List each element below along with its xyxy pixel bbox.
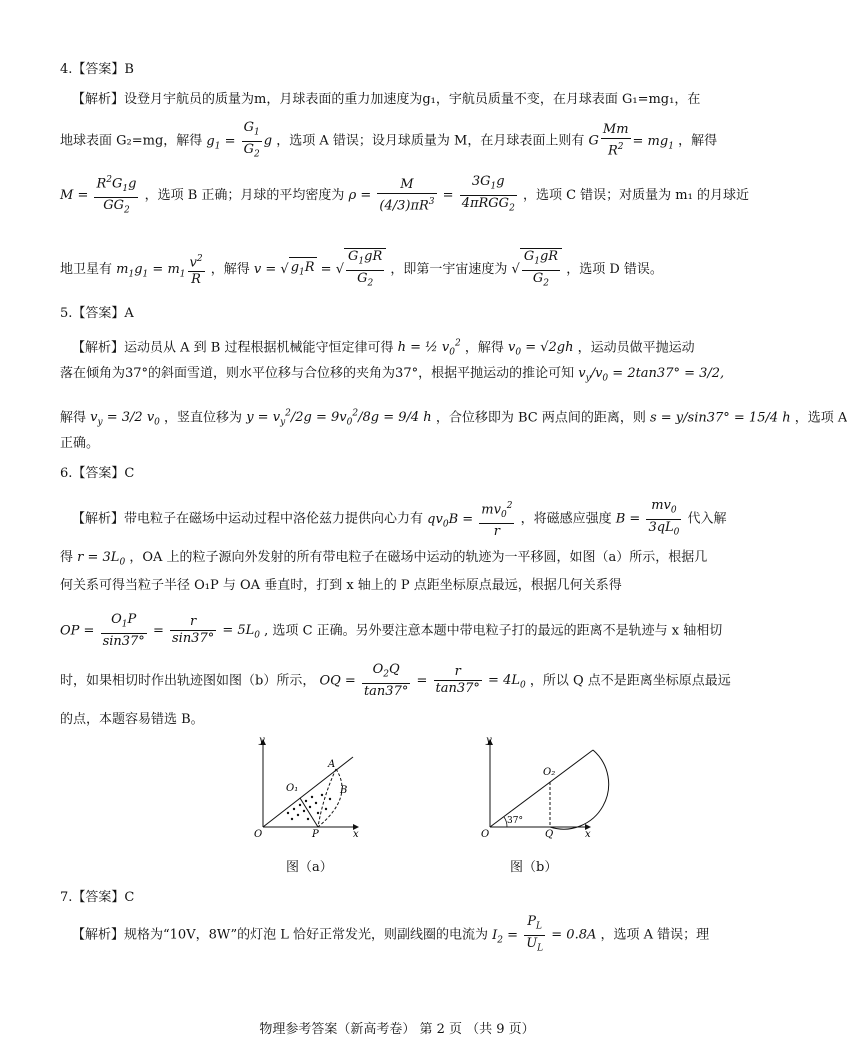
q6-l2b: ，OA 上的粒子源向外发射的所有带电粒子在磁场中运动的轨迹为一平移圆，如图（a）所示，根据几: [129, 550, 708, 565]
page-footer: 物理参考答案（新高考卷） 第 2 页 （共 9 页）: [259, 1022, 535, 1037]
q4-l4b: ，解得: [210, 262, 250, 278]
fig-a-a-label: A: [328, 759, 336, 770]
q7-l1b: ，选项 A 错误；理: [600, 927, 710, 943]
q4-header: 4.【答案】B: [60, 62, 134, 77]
q6-line-3: 何关系可得当粒子半径 O₁P 与 OA 垂直时，打到 x 轴上的 P 点距坐标原点最远，根据几何关系得: [60, 578, 622, 593]
q4-line-2: 地球表面 G₂=mg，解得 $g_1$ = $\frac{G_1}{G_2}$ g ，选项 A 错误；设月球质量为 M，在月球表面上则有 G $\frac{Mm}{R^2}$ = $mg_1$ ，解得: [60, 120, 718, 160]
q6-line-6: 的点，本题容易错选 B。: [60, 712, 204, 727]
fig-a-x-label: x: [353, 829, 359, 840]
q6-l4b: , 选项 C 正确。另外要注意本题中带电粒子打的最远的距离不是轨迹与 x 轴相切: [264, 623, 723, 639]
figure-a-caption: 图（a）: [286, 860, 333, 875]
q4-l4c: ，即第一宇宙速度为: [390, 262, 508, 278]
q5-l3d: ，选项 A: [794, 410, 847, 426]
figure-a: [248, 735, 368, 840]
figure-b-caption: 图（b）: [510, 860, 558, 875]
q6-l2a: 得: [60, 550, 74, 565]
oa-line: [490, 750, 593, 827]
q5-l1c: ，运动员做平抛运动: [577, 340, 695, 356]
fig-a-p-label: P: [312, 829, 319, 840]
q7-line-1: 【解析】规格为“10V，8W”的灯泡 L 恰好正常发光，则副线圈的电流为 $I_2$ = $\frac{P_L}{U_L}$ = 0.8A ，选项 A 错误；理: [72, 914, 710, 954]
q5-line-3: 解得 $v_y = 3/2$ $v_0$ ，竖直位移为 $y = v_y^2/2g = 9v_0^2/8g = 9/4$ h ，合位移即为 BC 两点间的距离，则 s = y/sin37° = 15/4 h ，选项 A: [60, 409, 847, 428]
q6-line-5: 时，如果相切时作出轨迹图如图（b）所示， OQ = $\frac{O_2Q}{\tan 37^\circ}$ = $\frac{r}{\tan 37^\circ}$ = $4L_0$ ，所以 Q 点不是距离坐标原点最远: [60, 662, 731, 699]
q4-line-4: 地卫星有 $m_1g_1 = m_1$ $\frac{v^2}{R}$ ，解得 v = √ $g_1R$ = √ $\frac{G_1gR}{G_2}$ ，即第一宇宙速度为 √ $\frac{G_1gR}{G_2}$ ，选项 D 错误。: [60, 248, 740, 288]
fig-b-y-label: y: [486, 735, 492, 746]
q6-line-4: OP = $\frac{O_1P}{\sin 37^\circ}$ = $\frac{r}{\sin 37^\circ}$ = $5L_0$ , 选项 C 正确。另外要注意本题中带电粒子打的最远的距离不是轨迹与 x 轴相切: [60, 612, 723, 649]
trajectory-arc: [550, 750, 609, 829]
q4-l3b: ，选项 C 错误；对质量为 m₁ 的月球近: [522, 187, 749, 203]
q5-l3a: 解得: [60, 410, 87, 426]
q4-l2a: 地球表面 G₂=mg，解得: [60, 133, 203, 149]
q5-l3b: ，竖直位移为: [164, 410, 243, 426]
q5-line-2: 落在倾角为37°的斜面雪道，则水平位移与合位移的夹角为37°，根据平抛运动的推论可知 $v_y/v_0 = 2\tan 37^\circ = 3/2$,: [60, 366, 725, 384]
q4-l4a: 地卫星有: [60, 262, 113, 278]
fig-a-o-label: O: [254, 829, 263, 840]
fig-b-o-label: O: [481, 829, 490, 840]
q5-l1b: ，解得: [464, 340, 504, 356]
q4-l2b: ，选项 A 错误；设月球质量为 M，在月球表面上则有: [276, 133, 585, 149]
q6-line-1: 【解析】带电粒子在磁场中运动过程中洛伦兹力提供向心力有 $qv_0B$ = $\frac{mv_0^2}{r}$ ，将磁感应强度 B = $\frac{mv_0}{3qL_0}$ 代入解: [72, 498, 727, 540]
fig-b-x-label: x: [585, 829, 591, 840]
q4-l4d: ，选项 D 错误。: [566, 262, 663, 278]
q6-l5a: 时，如果相切时作出轨迹图如图（b）所示，: [60, 673, 316, 689]
q5-line-4: 正确。: [60, 436, 100, 451]
q6-l1a: 【解析】带电粒子在磁场中运动过程中洛伦兹力提供向心力有: [72, 511, 424, 527]
fig-a-b-label: B: [340, 785, 348, 796]
q6-l1c: 代入解: [687, 511, 727, 527]
q5-header: 5.【答案】A: [60, 306, 134, 321]
fig-b-angle-label: 37°: [507, 816, 523, 826]
fig-b-q-label: Q: [545, 829, 554, 840]
q6-header: 6.【答案】C: [60, 466, 135, 481]
q7-l1a: 【解析】规格为“10V，8W”的灯泡 L 恰好正常发光，则副线圈的电流为: [72, 927, 488, 943]
q5-l2: 落在倾角为37°的斜面雪道，则水平位移与合位移的夹角为37°，根据平抛运动的推论可知: [60, 366, 575, 381]
q4-line-1: 【解析】设登月宇航员的质量为m，月球表面的重力加速度为g₁，宇航员质量不变，在月球表面 G₁=mg₁，在: [72, 92, 701, 107]
q4-l2c: ，解得: [678, 133, 718, 149]
fig-a-y-label: y: [259, 735, 265, 746]
q5-l3c: ，合位移即为 BC 两点间的距离，则: [435, 410, 646, 426]
q6-line-2: 得 $r = 3L_0$ ，OA 上的粒子源向外发射的所有带电粒子在磁场中运动的轨迹为一平移圆，如图（a）所示，根据几: [60, 550, 708, 568]
q7-header: 7.【答案】C: [60, 890, 135, 905]
q6-l1b: ，将磁感应强度: [520, 511, 612, 527]
q5-line-1: 【解析】运动员从 A 到 B 过程根据机械能守恒定律可得 h = ½ $v_0^2$ ，解得 $v_0 = √2gh$ ，运动员做平抛运动: [72, 339, 695, 358]
q6-l5b: ，所以 Q 点不是距离坐标原点最远: [529, 673, 731, 689]
fig-b-o2-label: O₂: [543, 767, 556, 778]
q5-l1: 【解析】运动员从 A 到 B 过程根据机械能守恒定律可得: [72, 340, 394, 356]
figure-b: [475, 735, 615, 840]
q4-line-3: M = $\frac{R^2G_1g}{GG_2}$ ，选项 B 正确；月球的平均密度为 ρ = $\frac{M}{(4/3)\pi R^3}$ = $\frac{3G_1g}{4\pi RGG_2}$ ，选项 C 错误；对质量为 m₁ 的月球近: [60, 172, 740, 222]
q4-l3a: ，选项 B 正确；月球的平均密度为: [144, 187, 345, 203]
fig-a-o1-label: O₁: [286, 783, 299, 794]
